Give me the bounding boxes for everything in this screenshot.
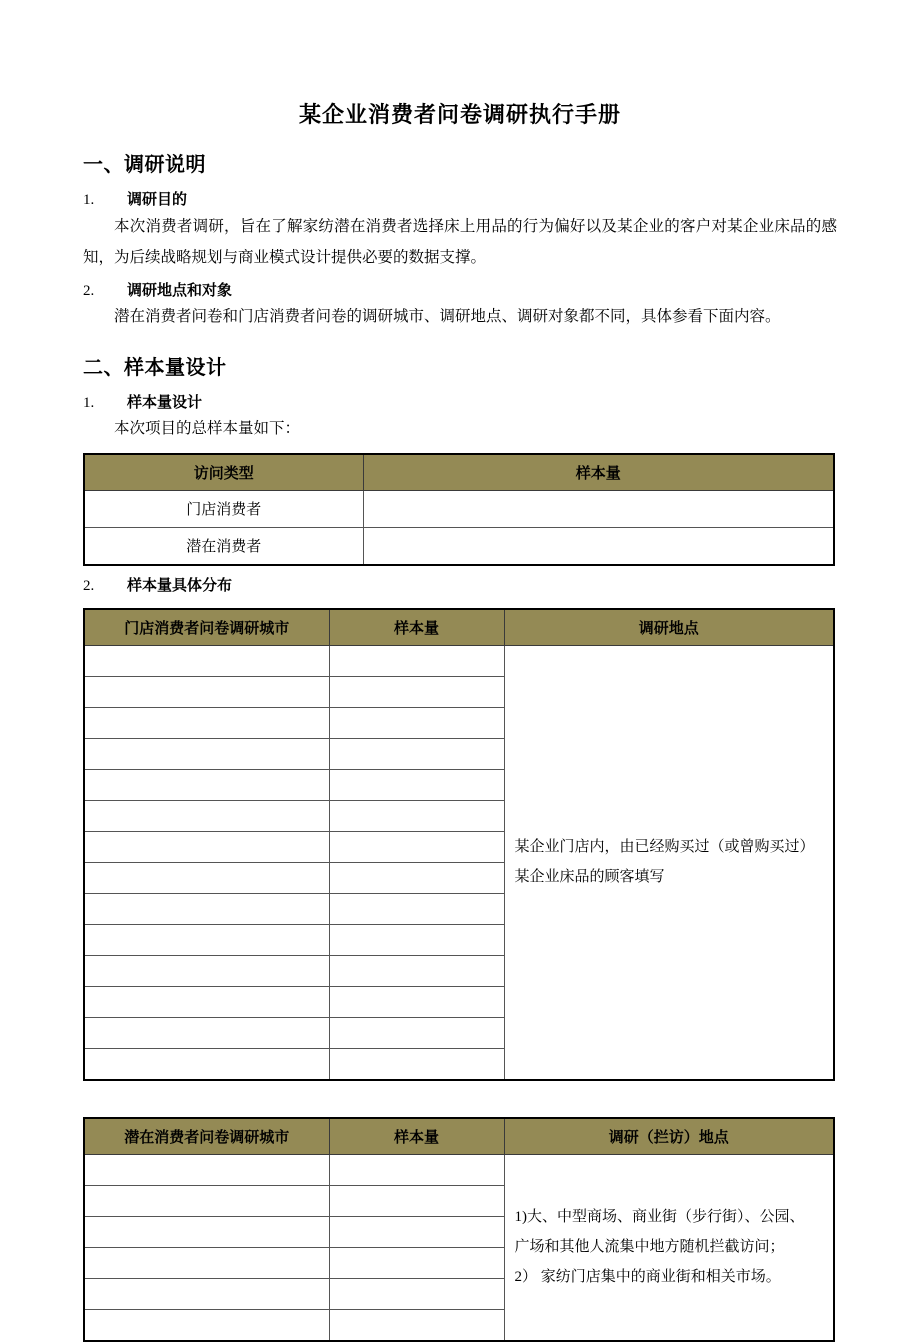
table-store-consumer [83,608,835,1081]
column-header-potential-city: 潜在消费者问卷调研城市 [84,1118,329,1155]
cell-sample-size[interactable] [329,645,504,676]
cell-survey-location[interactable] [504,645,834,1080]
paragraph-total-sample: 本次项目的总样本量如下： [114,419,301,437]
cell-sample-size[interactable] [329,862,504,893]
table-body-potential-consumer [84,1154,834,1341]
list-item-number: 1. [83,192,95,209]
cell-sample-size[interactable] [329,769,504,800]
cell-store-city[interactable] [84,862,329,893]
cell-store-city[interactable] [84,645,329,676]
paragraph-research-purpose: 本次消费者调研，旨在了解家纺潜在消费者选择床上用品的行为偏好以及某企业的客户对某企业床品的感知，为后续战略规划与商业模式设计提供必要的数据支撑。 [83,218,837,266]
merged-note-line: 某企业门店内，由已经购买过（或曾购买过） [514,839,815,856]
cell-store-city[interactable] [84,986,329,1017]
list-item-number: 2. [83,577,95,594]
cell-sample-size[interactable] [329,1216,504,1247]
cell-sample-size[interactable] [329,1185,504,1216]
list-item-label: 调研目的 [127,191,188,209]
cell-sample-size[interactable] [329,1017,504,1048]
cell-store-city[interactable] [84,831,329,862]
table-row [84,1154,834,1185]
list-item-number: 2. [83,282,95,299]
cell-potential-city[interactable] [84,1154,329,1185]
cell-store-city[interactable] [84,893,329,924]
cell-sample-size[interactable] [363,490,834,527]
column-header-sample-size: 样本量 [329,609,504,646]
table-header-row [84,454,834,491]
cell-store-city[interactable] [84,800,329,831]
list-item-label: 样本量设计 [127,393,203,411]
list-item [83,279,837,303]
cell-store-city[interactable] [84,707,329,738]
list-item-label: 调研地点和对象 [127,281,233,299]
cell-sample-size[interactable] [363,527,834,565]
merged-note-line: 1)大、中型商场、商业街（步行街）、公园、 [514,1209,805,1226]
cell-sample-size[interactable] [329,1247,504,1278]
cell-potential-city[interactable] [84,1309,329,1341]
cell-sample-size[interactable] [329,707,504,738]
table-total-sample [83,453,835,566]
cell-potential-city[interactable] [84,1278,329,1309]
list-item [83,574,837,598]
cell-sample-size[interactable] [329,955,504,986]
table-row [84,527,834,565]
table-row [84,645,834,676]
cell-sample-size[interactable] [329,1309,504,1341]
cell-store-city[interactable] [84,1048,329,1080]
list-item-number: 1. [83,394,95,411]
cell-visit-type[interactable]: 门店消费者 [84,490,363,527]
cell-store-city[interactable] [84,738,329,769]
cell-visit-type[interactable]: 潜在消费者 [84,527,363,565]
paragraph-research-location: 潜在消费者问卷和门店消费者问卷的调研城市、调研地点、调研对象都不同，具体参看下面内容。 [114,307,781,325]
cell-potential-city[interactable] [84,1216,329,1247]
table-header-row [84,609,834,646]
cell-sample-size[interactable] [329,986,504,1017]
cell-potential-city[interactable] [84,1247,329,1278]
cell-sample-size[interactable] [329,1278,504,1309]
table-body-store-consumer [84,645,834,1080]
column-header-survey-location: 调研地点 [504,609,834,646]
cell-sample-size[interactable] [329,831,504,862]
merged-note-line: 2） 家纺门店集中的商业街和相关市场。 [514,1269,781,1286]
cell-store-city[interactable] [84,1017,329,1048]
cell-potential-city[interactable] [84,1185,329,1216]
page-title: 某企业消费者问卷调研执行手册 [298,102,621,127]
merged-note-line: 广场和其他人流集中地方随机拦截访问； [514,1239,785,1256]
list-item [83,391,837,415]
section-heading-2: 二、样本量设计 [83,356,227,379]
cell-store-city[interactable] [84,769,329,800]
cell-sample-size[interactable] [329,738,504,769]
cell-intercept-location[interactable] [504,1154,834,1341]
merged-note-line: 某企业床品的顾客填写 [514,869,665,886]
column-header-store-city: 门店消费者问卷调研城市 [84,609,329,646]
cell-store-city[interactable] [84,924,329,955]
table-potential-consumer [83,1117,835,1342]
list-item-label: 样本量具体分布 [127,576,233,594]
cell-sample-size[interactable] [329,924,504,955]
cell-sample-size[interactable] [329,893,504,924]
table-header-row [84,1118,834,1155]
cell-sample-size[interactable] [329,1154,504,1185]
section-heading-1: 一、调研说明 [83,154,206,177]
table-row [84,490,834,527]
cell-sample-size[interactable] [329,1048,504,1080]
list-item [83,188,837,212]
cell-sample-size[interactable] [329,676,504,707]
cell-store-city[interactable] [84,676,329,707]
column-header-visit-type: 访问类型 [84,454,363,491]
column-header-intercept-location: 调研（拦访）地点 [504,1118,834,1155]
column-header-sample-size: 样本量 [329,1118,504,1155]
cell-sample-size[interactable] [329,800,504,831]
column-header-sample-size: 样本量 [363,454,834,491]
cell-store-city[interactable] [84,955,329,986]
